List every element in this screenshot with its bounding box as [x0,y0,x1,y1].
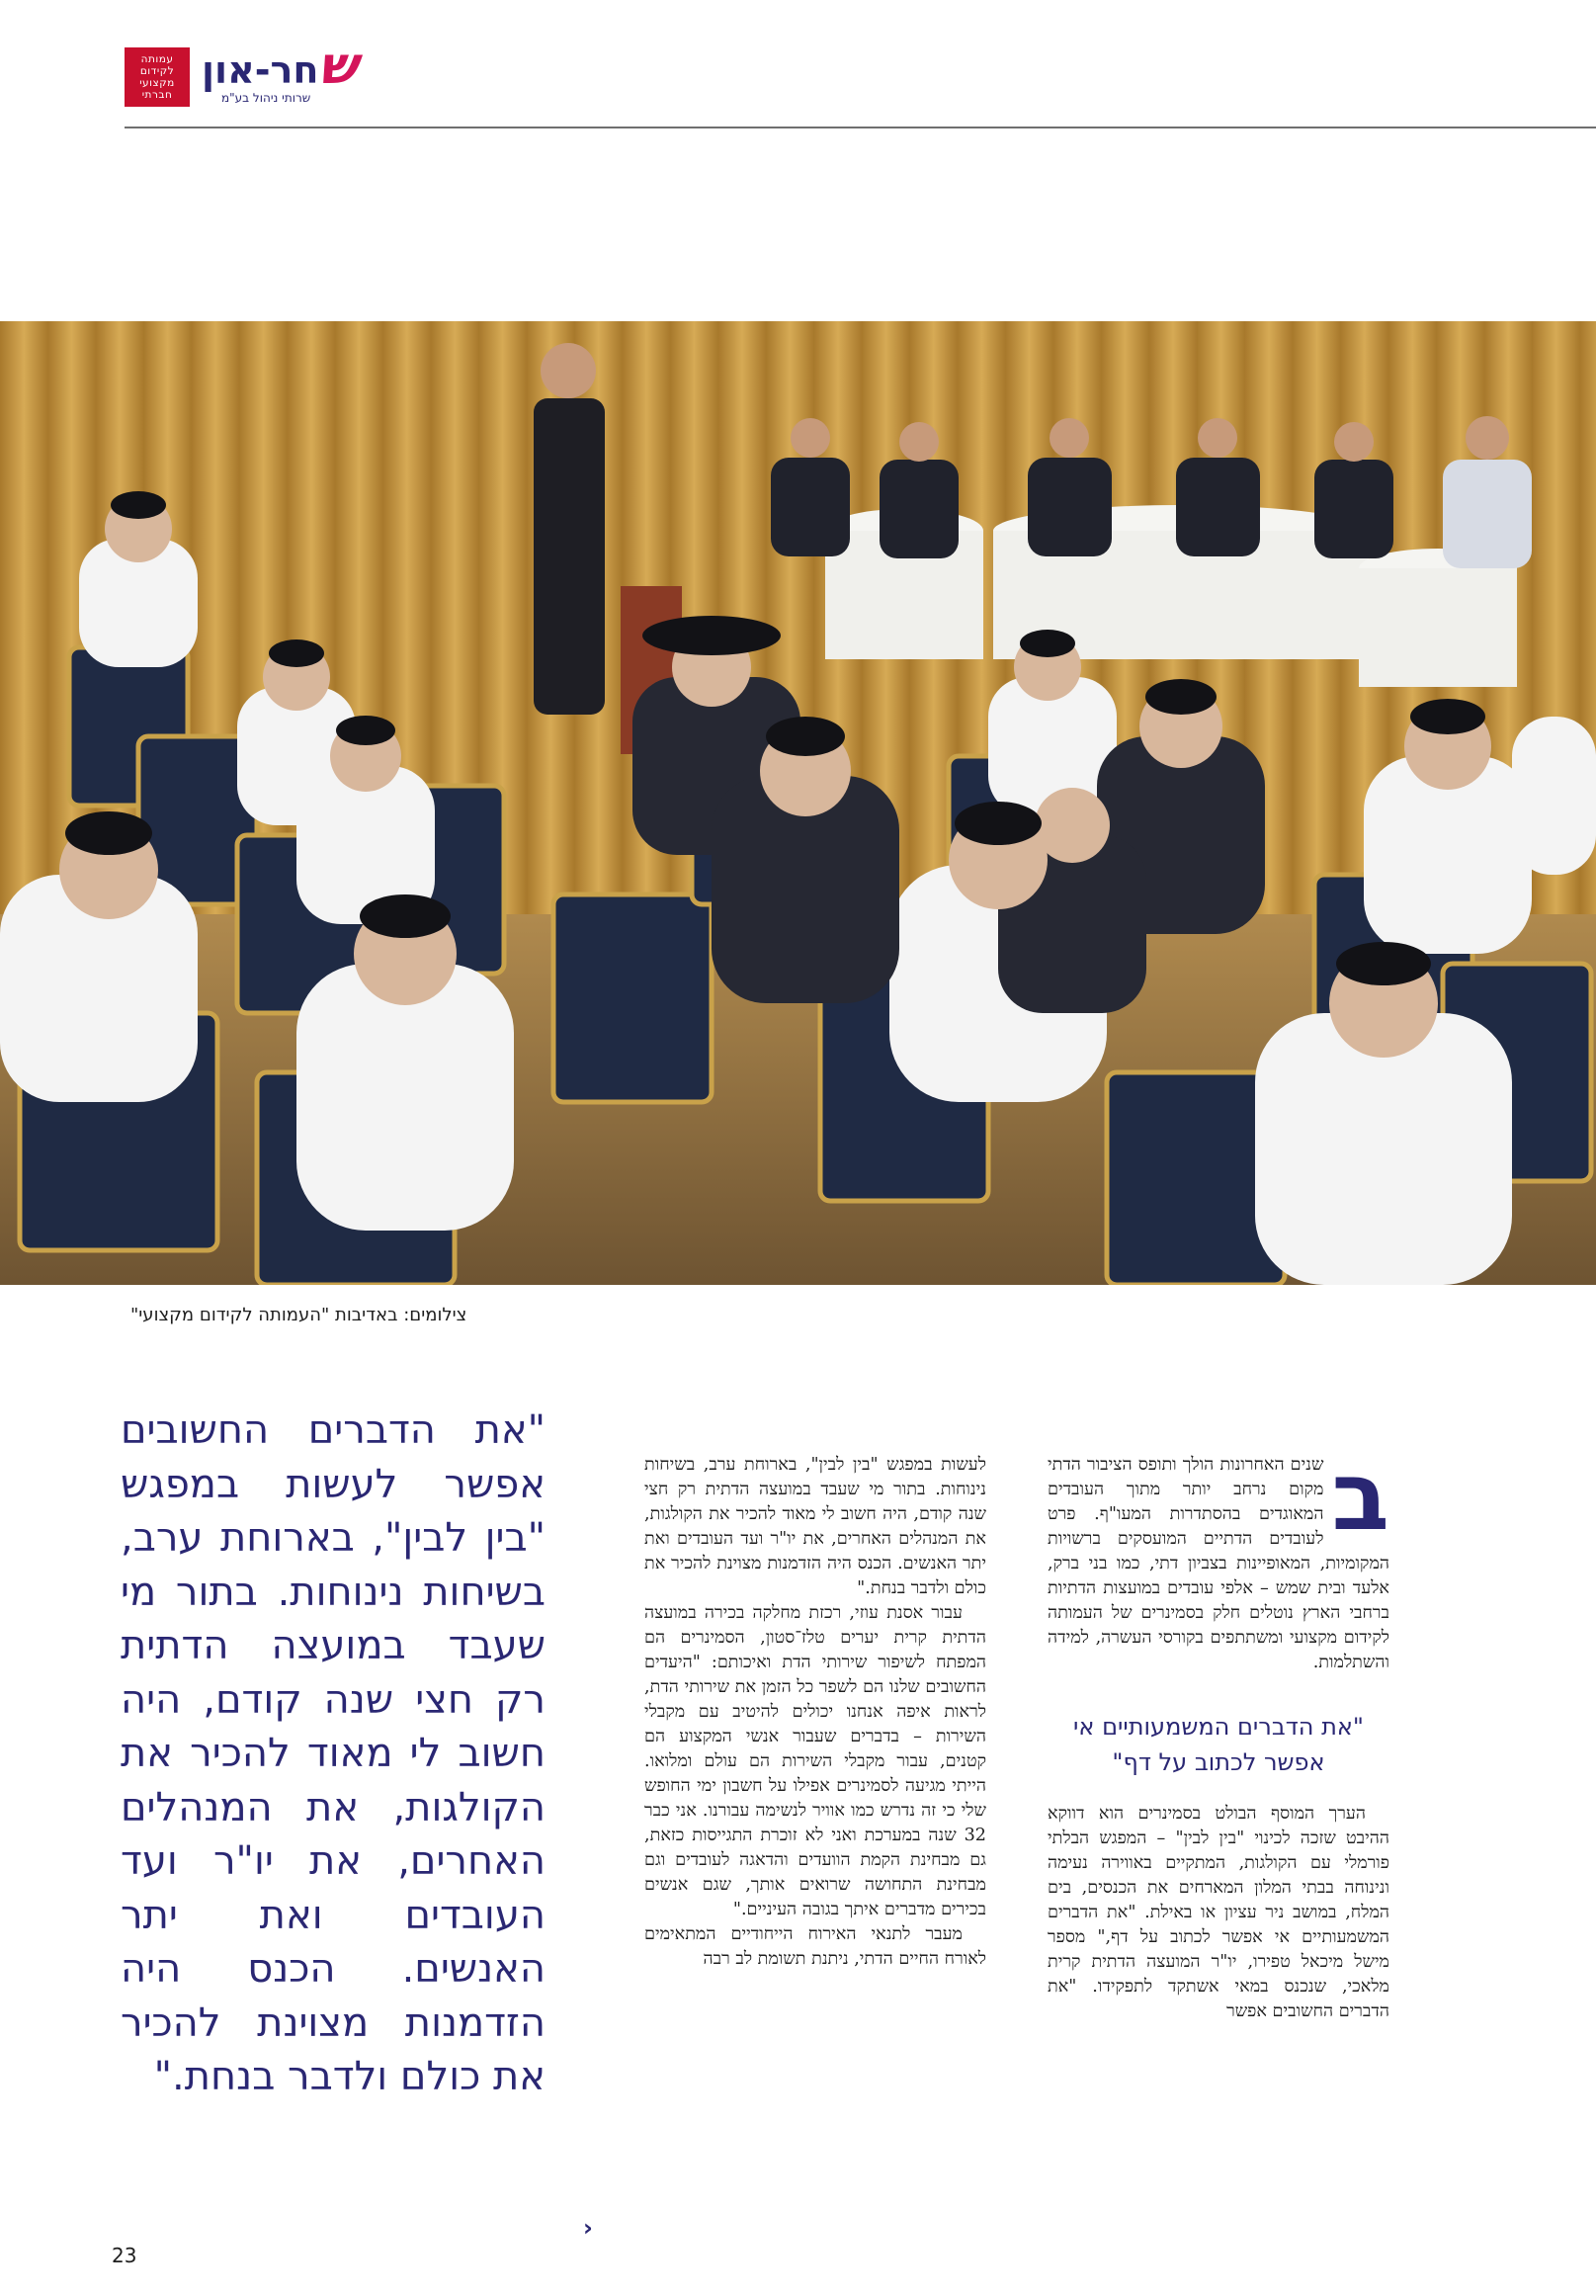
company-logo-text: חר-און [202,48,319,92]
pull-quote: "את הדברים החשובים אפשר לעשות במפגש "בין לבין", בארוחת ערב, בשיחות נינוחות. בתור מי שעבד במועצה הדתית רק חצי שנה קודם, היה חשוב לי מאוד להכיר את הקולגות, את המנהלים האחרים, את יו"ר ועד העובדים ואת יתר האנשים. הכנס היה הזדמנות מצוינת להכיר את כולם ולדבר בנחת." [121,1407,546,2099]
conference-photo [0,321,1596,1285]
company-logo-mark: ש [318,37,358,96]
header-divider [125,127,1596,128]
association-logo [125,47,190,107]
article-column-middle [644,1453,986,1972]
conference-photo-illustration [0,321,1596,1285]
company-logo-name [202,37,358,96]
photo-credit: צילומים: באדיבות "העמותה לקידום מקצועי" [130,1305,467,1325]
article-subheading: "את הדברים המשמעותיים אי אפשר לכתוב על דף" [1073,1713,1364,1776]
article-paragraph: לעשות במפגש "בין לבין", בארוחת ערב, בשיחות נינוחות. בתור מי שעבד במועצה הדתית רק חצי שנה קודם, היה חשוב לי מאוד להכיר את הקולגות, את המנהלים האחרים, את יו"ר ועד העובדים ואת יתר האנשים. הכנס היה הזדמנות מצוינת להכיר את כולם ולדבר בנחת." [644,1455,986,1598]
company-logo-tagline: שרותי ניהול בע"מ [221,91,311,105]
association-logo-line: מקצועי [139,77,175,89]
article-intro: שנים האחרונות הולך ותופס הציבור הדתי מקום נרחב יותר מתוך העובדים המאוגדים בהסתדרות המעו"ף. פרט לעובדים הדתיים המועסקים ברשויות המקומיות, המאופיינות בצביון דתי, כמו בני ברק, אלעד ובית שמש – אלפי עובדים במועצות הדתיות ברחבי הארץ נוטלים חלק בסמינרים של העמותה לקידום מקצועי ומשתתפים בקורסי העשרה, למידה והשתלמות. [1048,1455,1389,1672]
continue-arrow-icon: ‹ [583,2214,593,2242]
article-column-right [1048,1441,1389,2024]
company-logo [202,37,358,113]
article-paragraph: מעבר לתנאי האירוח הייחודיים המתאימים לאורח החיים הדתי, ניתנת תשומת לב רבה [644,1924,986,1969]
association-logo-line: חברתי [141,89,173,101]
association-logo-line: לקידום [139,65,175,77]
drop-cap: ב [1331,1441,1389,1552]
page-number: 23 [112,2244,137,2267]
article-paragraph: עבור אסנת עוזי, רכזת מחלקה בכירה במועצה הדתית קרית יערים טלז־סטון, הסמינרים הם המפתח לשיפור שירותי הדת ואיכותם: "היעדים החשובים שלנו הם לשפר כל הזמן את שירותי הדת, לראות איפה אנחנו יכולים להיטיב עם מקבלי השירות – בדברים שעבור אנשי המקצוע הם קטנים, עבור מקבלי השירות הם עולם ומלואו. הייתי מגיעה לסמינרים אפילו על חשבון ימי החופש שלי כי זה נדרש כמו אוויר לנשימה עבורנו. אני כבר 32 שנה במערכת ואני לא זוכרת התגייסות כזאת, גם מבחינת הקמת הוועדים והדאגה לעובדים וגם מבחינת התחושה שרואים אותך, שגם אנשים בכירים מדברים איתך בגובה העיניים." [644,1603,986,1919]
association-logo-line: עמותה [140,53,174,65]
article-paragraph: הערך המוסף הבולט בסמינרים הוא דווקא ההיבט שזכה לכינוי "בין לבין" – המפגש הבלתי פורמלי עם הקולגות, המתקיים באווירה נעימה ונינוחה בבתי המלון המארחים את הכנסים, בים המלח, במושב ניר עציון או באילת. "את הדברים המשמעותיים אי אפשר לכתוב על דף," מספר מישל מיכאל טפירו, יו"ר המועצה הדתית קרית מלאכי, שנכנס במאי אשתקד לתפקידו. "את הדברים החשובים אפשר [1048,1804,1389,2021]
